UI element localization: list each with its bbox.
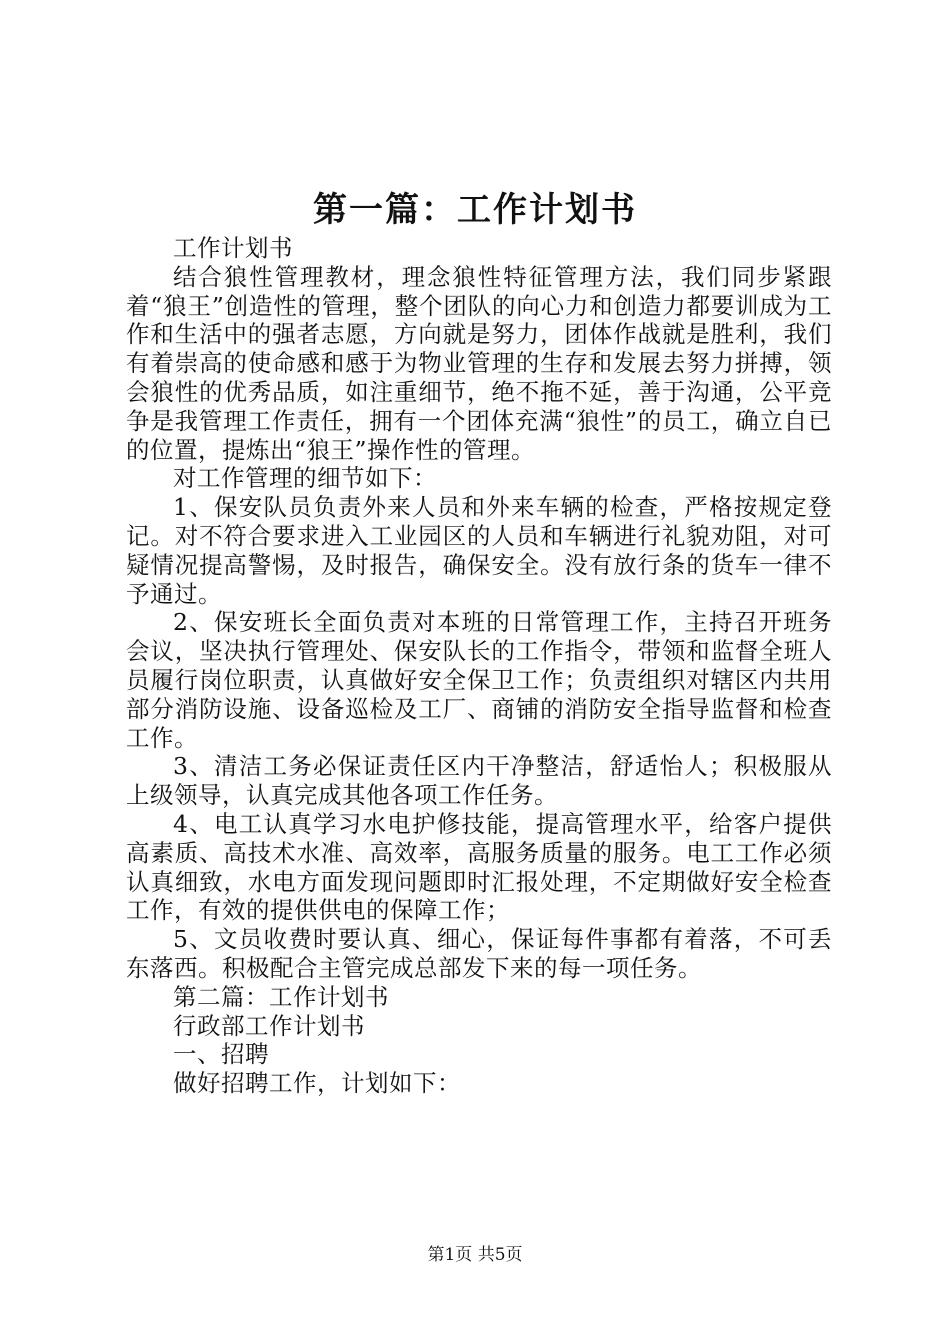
paragraph: 结合狼性管理教材，理念狼性特征管理方法，我们同步紧跟着“狼王”创造性的管理，整个团队的向心力和创造力都要训成为工作和生活中的强者志愿，方向就是努力，团体作战就是胜利，我们有着崇高的使命感和感于为物业管理的生存和发展去努力拼搏，领会狼性的优秀品质，如注重细节，绝不拖不延，善于沟通，公平竞争是我管理工作责任，拥有一个团体充满“狼性”的员工，确立自已的位置，提炼出“狼王”操作性的管理。	[126, 262, 832, 464]
page-footer: 第1页 共5页	[427, 1245, 523, 1265]
document-body	[126, 234, 832, 1098]
section-heading: 第二篇：工作计划书	[173, 982, 389, 1011]
paragraph: 5、文员收费时要认真、细心，保证每件事都有着落，不可丢东落西。积极配合主管完成总部发下来的每一项任务。	[126, 925, 832, 982]
paragraph: 4、电工认真学习水电护修技能，提高管理水平，给客户提供高素质、高技术水准、高效率，高服务质量的服务。电工工作必须认真细致，水电方面发现问题即时汇报处理，不定期做好安全检查工作，有效的提供供电的保障工作；	[126, 809, 832, 925]
section-heading: 一、招聘	[173, 1040, 269, 1069]
section-subtitle: 行政部工作计划书	[173, 1011, 365, 1040]
paragraph: 2、保安班长全面负责对本班的日常管理工作，主持召开班务会议，坚决执行管理处、保安队长的工作指令，带领和监督全班人员履行岗位职责，认真做好安全保卫工作；负责组织对辖区内共用部分消防设施、设备巡检及工厂、商铺的消防安全指导监督和检查工作。	[126, 608, 832, 752]
document-title: 第一篇：工作计划书	[313, 190, 637, 230]
paragraph: 工作计划书	[173, 234, 293, 262]
paragraph: 3、清洁工务必保证责任区内干净整洁，舒适怡人；积极服从上级领导，认真完成其他各项工作任务。	[126, 752, 832, 810]
paragraph: 1、保安队员负责外来人员和外来车辆的检查，严格按规定登记。对不符合要求进入工业园区的人员和车辆进行礼貌劝阻，对可疑情况提高警惕，及时报告，确保安全。没有放行条的货车一律不予通过。	[126, 493, 832, 608]
paragraph: 做好招聘工作，计划如下：	[173, 1069, 461, 1098]
paragraph: 对工作管理的细节如下：	[173, 464, 437, 493]
